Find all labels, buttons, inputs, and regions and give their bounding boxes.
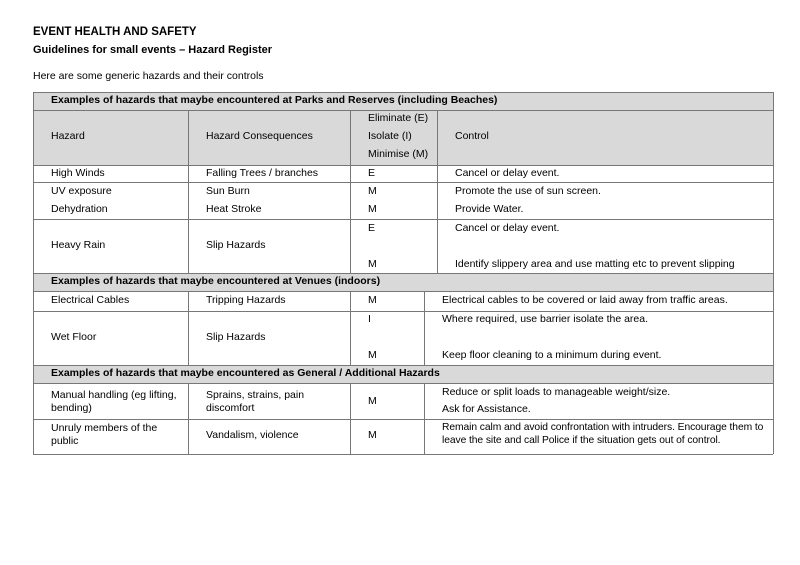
page-subtitle: Guidelines for small events – Hazard Register [33, 44, 273, 56]
table-cell-hazard: Heavy Rain [51, 239, 106, 251]
table-cell-consequence: Falling Trees / branches [206, 167, 319, 179]
table-cell-consequence: Heat Stroke [206, 203, 262, 215]
table-cell-code: E [368, 167, 376, 179]
header-consequences: Hazard Consequences [206, 130, 313, 142]
table-cell-control: Cancel or delay event. [455, 222, 560, 234]
table-cell-hazard: High Winds [51, 167, 105, 179]
intro-text: Here are some generic hazards and their controls [33, 70, 264, 82]
table-cell-consequence: Sprains, strains, pain discomfort [206, 389, 305, 414]
table-cell-code: M [368, 349, 377, 361]
section-title-general: Examples of hazards that maybe encountered as General / Additional Hazards [51, 367, 440, 379]
table-cell-code: M [368, 395, 377, 407]
header-eliminate: Eliminate (E) [368, 112, 429, 124]
table-cell-consequence: Slip Hazards [206, 239, 266, 251]
table-cell-control: Provide Water. [455, 203, 524, 215]
table-cell-control: Promote the use of sun screen. [455, 185, 601, 197]
table-cell-code: M [368, 203, 377, 215]
table-cell-control: Reduce or split loads to manageable weight/size. [442, 386, 671, 398]
header-control: Control [455, 130, 489, 142]
section-title-parks: Examples of hazards that maybe encountered at Parks and Reserves (including Beaches) [51, 94, 498, 106]
table-cell-control: Identify slippery area and use matting etc to prevent slipping [455, 258, 735, 270]
table-cell-consequence: Tripping Hazards [206, 294, 286, 306]
table-cell-code: M [368, 429, 377, 441]
table-cell-consequence: Sun Burn [206, 185, 250, 197]
table-cell-code: M [368, 294, 377, 306]
table-cell-hazard: Unruly members of the public [51, 422, 158, 447]
header-hazard: Hazard [51, 130, 85, 142]
table-cell-hazard: Electrical Cables [51, 294, 130, 306]
table-cell-control: Electrical cables to be covered or laid away from traffic areas. [442, 294, 728, 306]
header-minimise: Minimise (M) [368, 148, 429, 160]
header-isolate: Isolate (I) [368, 130, 412, 142]
table-cell-code: I [368, 313, 371, 325]
table-cell-hazard: Dehydration [51, 203, 108, 215]
table-cell-control: Remain calm and avoid confrontation with intruders. Encourage them to leave the site and call Police if the situation gets out of control. [442, 422, 764, 446]
table-cell-control: Where required, use barrier isolate the area. [442, 313, 649, 325]
table-cell-code: E [368, 222, 376, 234]
section-title-venues: Examples of hazards that maybe encountered at Venues (indoors) [51, 275, 381, 287]
table-cell-control: Keep floor cleaning to a minimum during event. [442, 349, 662, 361]
table-cell-hazard: UV exposure [51, 185, 112, 197]
table-cell-code: M [368, 185, 377, 197]
table-cell-consequence: Vandalism, violence [206, 429, 299, 441]
table-cell-hazard: Manual handling (eg lifting, bending) [51, 389, 177, 414]
table-cell-consequence: Slip Hazards [206, 331, 266, 343]
table-cell-code: M [368, 258, 377, 270]
table-cell-hazard: Wet Floor [51, 331, 97, 343]
table-cell-control: Cancel or delay event. [455, 167, 560, 179]
page-title: EVENT HEALTH AND SAFETY [33, 26, 197, 38]
table-cell-control: Ask for Assistance. [442, 403, 531, 415]
